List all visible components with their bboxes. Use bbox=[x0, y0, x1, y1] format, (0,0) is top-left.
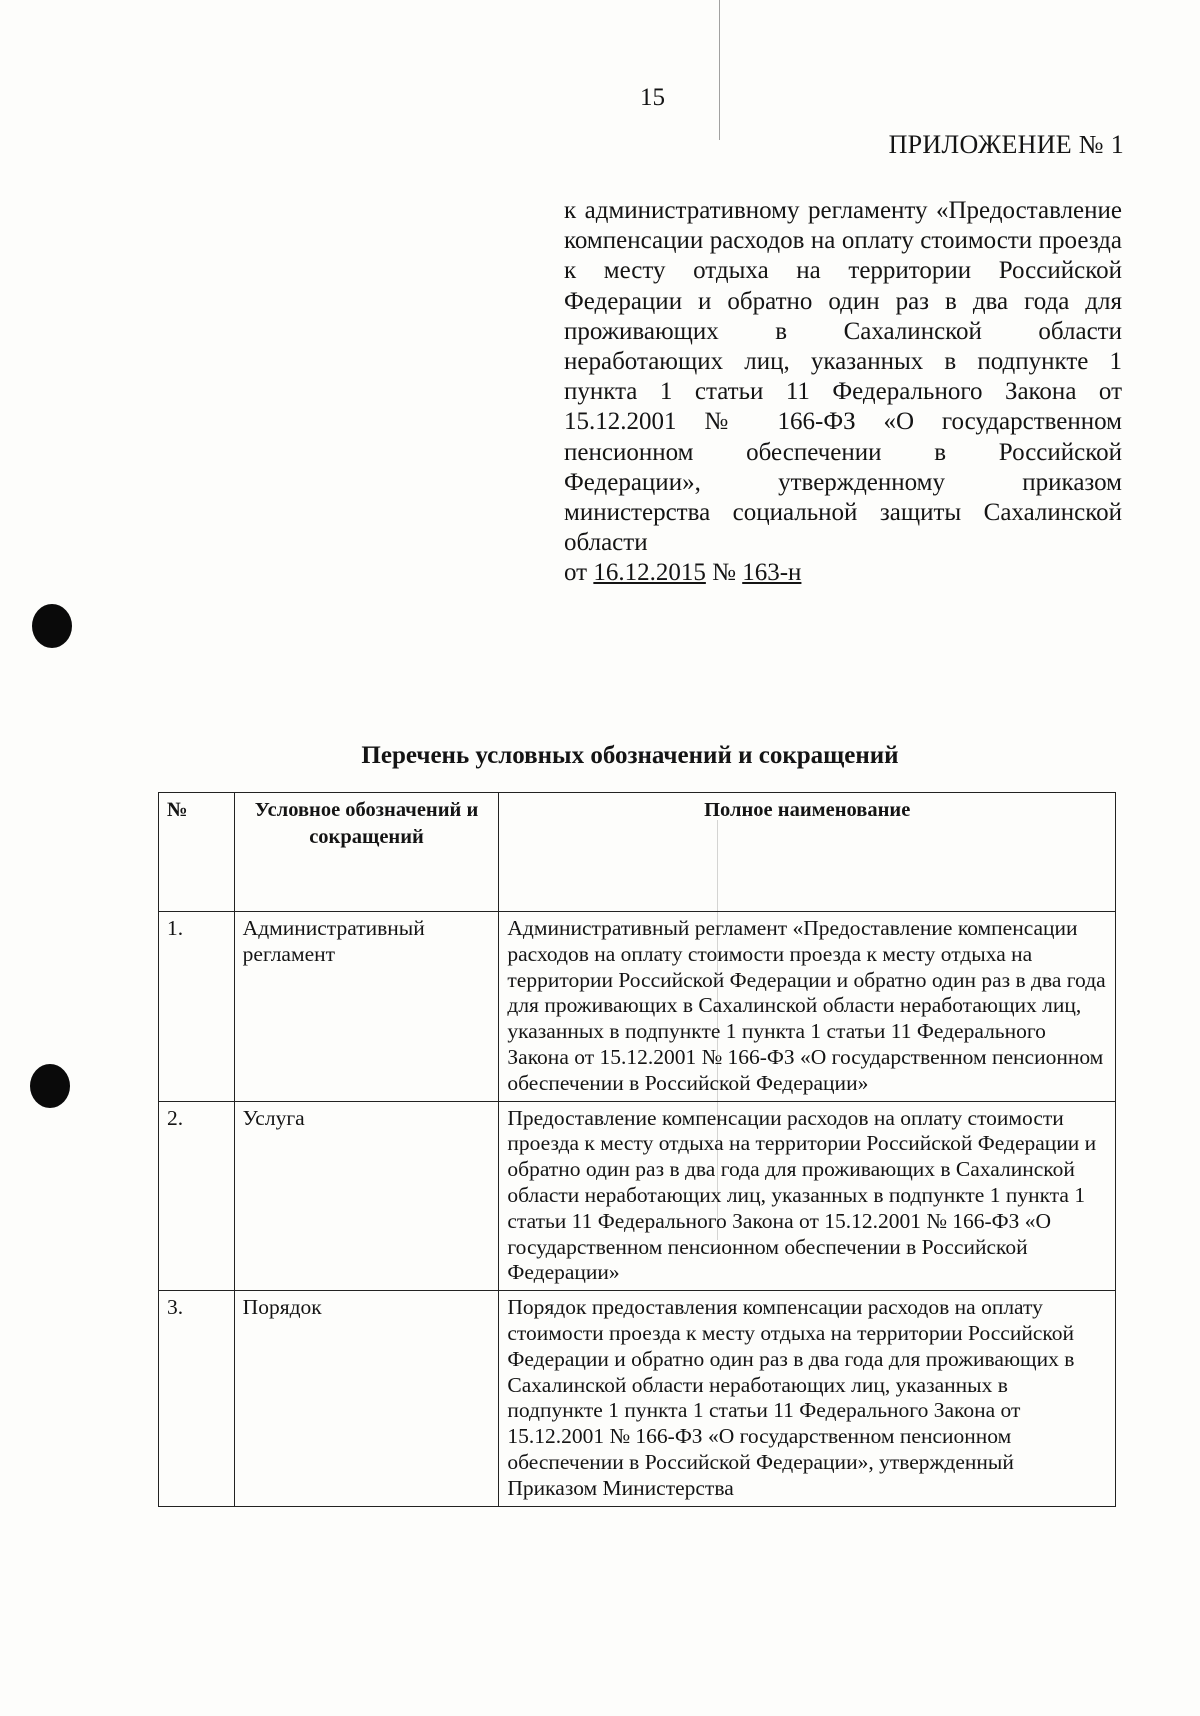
document-title: Перечень условных обозначений и сокращений bbox=[361, 742, 899, 769]
table-row bbox=[159, 1291, 1116, 1506]
row-abbreviation: Порядок bbox=[234, 1291, 499, 1506]
appendix-reference bbox=[564, 196, 1122, 589]
row-number: 2. bbox=[159, 1101, 235, 1291]
punch-hole bbox=[30, 1064, 70, 1108]
row-full-name: Предоставление компенсации расходов на оплату стоимости проезда к месту отдыха на территории Российской Федерации и обратно один раз в два года для проживающих в Сахалинской области неработающих лиц, указанных в подпункте 1 пункта 1 статьи 11 Федерального Закона от 15.12.2001 № 166-ФЗ «О государственном пенсионном обеспечении в Российской Федерации» bbox=[499, 1101, 1116, 1291]
header-full-name: Полное наименование bbox=[499, 793, 1116, 912]
scan-fold-line bbox=[719, 0, 720, 140]
appendix-date-prefix: от bbox=[564, 559, 588, 587]
row-abbreviation: Административный регламент bbox=[234, 912, 499, 1102]
appendix-number-prefix: № bbox=[712, 559, 736, 587]
appendix-number: 163-н bbox=[742, 559, 802, 587]
appendix-reference-text: к административному регламенту «Предоставление компенсации расходов на оплату стоимости проезда к месту отдыха на территории Российской Федерации и обратно один раз в два года для проживающих в Сахалинской области неработающих лиц, указанных в подпункте 1 пункта 1 статьи 11 Федерального Закона от 15.12.2001 № 166-ФЗ «О государственном пенсионном обеспечении в Российской Федерации», утвержденному приказом министерства социальной защиты Сахалинской области bbox=[564, 197, 1122, 557]
appendix-title: ПРИЛОЖЕНИЕ № 1 bbox=[888, 130, 1124, 159]
abbreviations-table bbox=[158, 792, 1116, 1507]
row-abbreviation: Услуга bbox=[234, 1101, 499, 1291]
header-abbreviation: Условное обозначений и сокращений bbox=[234, 793, 499, 912]
row-number: 1. bbox=[159, 912, 235, 1102]
appendix-date: 16.12.2015 bbox=[593, 559, 706, 587]
table-row bbox=[159, 912, 1116, 1102]
page-number: 15 bbox=[640, 84, 665, 111]
row-number: 3. bbox=[159, 1291, 235, 1506]
header-number: № bbox=[159, 793, 235, 912]
row-full-name: Порядок предоставления компенсации расходов на оплату стоимости проезда к месту отдыха на территории Российской Федерации и обратно один раз в два года для проживающих в Сахалинской области неработающих лиц, указанных в подпункте 1 пункта 1 статьи 11 Федерального Закона от 15.12.2001 № 166-ФЗ «О государственном пенсионном обеспечении в Российской Федерации», утвержденный Приказом Министерства bbox=[499, 1291, 1116, 1506]
punch-hole bbox=[32, 604, 72, 648]
table-header-row bbox=[159, 793, 1116, 912]
row-full-name: Административный регламент «Предоставление компенсации расходов на оплату стоимости проезда к месту отдыха на территории Российской Федерации и обратно один раз в два года для проживающих в Сахалинской области неработающих лиц, указанных в подпункте 1 пункта 1 статьи 11 Федерального Закона от 15.12.2001 № 166-ФЗ «О государственном пенсионном обеспечении в Российской Федерации» bbox=[499, 912, 1116, 1102]
table-row bbox=[159, 1101, 1116, 1291]
